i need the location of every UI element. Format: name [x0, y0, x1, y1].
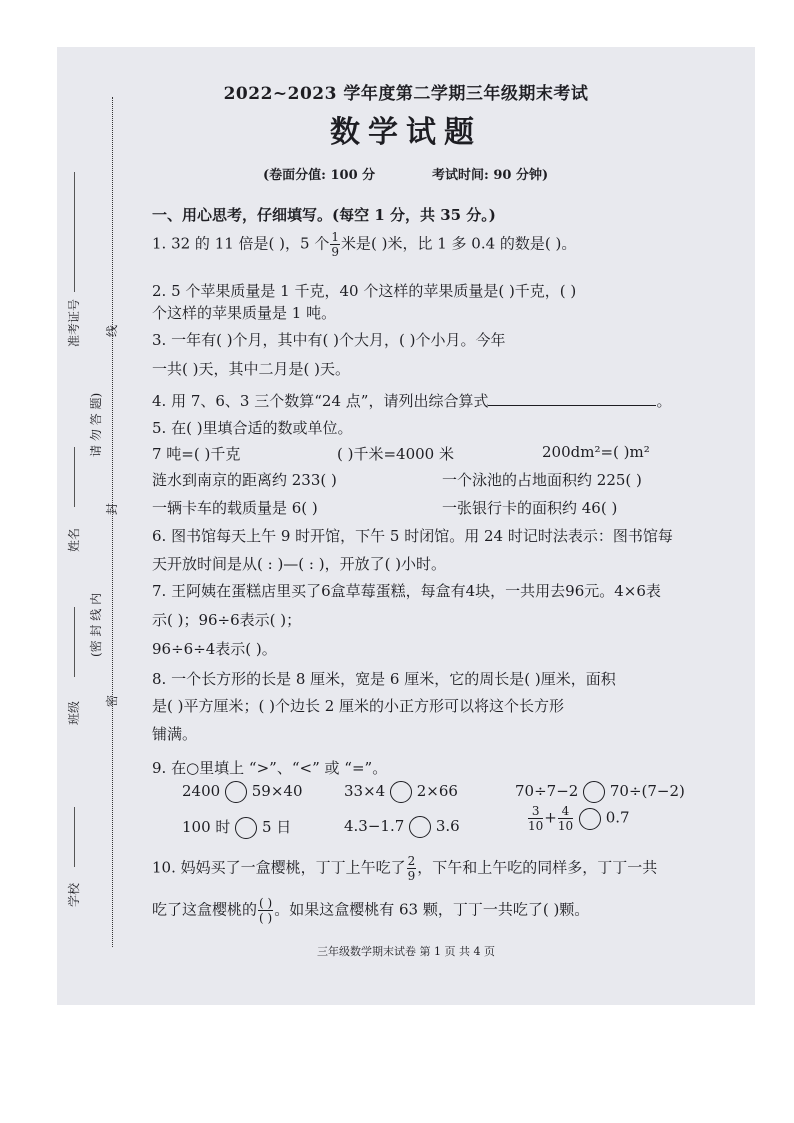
question-9: 9. 在○里填上 “>”、“<” 或 “=”。 — [152, 759, 388, 777]
question-4: 4. 用 7、6、3 三个数算“24 点”，请列出综合算式 。 — [152, 392, 672, 410]
question-5: 5. 在( )里填合适的数或单位。 — [152, 419, 353, 437]
question-5-row-2-a: 涟水到南京的距离约 233( ) — [152, 471, 337, 489]
question-5-row-3-a: 一辆卡车的载质量是 6( ) — [152, 499, 318, 517]
compare-circle[interactable] — [409, 816, 431, 838]
question-8-line-3: 铺满。 — [152, 725, 198, 743]
page-footer: 三年级数学期末试卷 第 1 页 共 4 页 — [317, 945, 495, 958]
binding-margin — [57, 47, 127, 1005]
seal-notice: (密 封 线 内 — [89, 592, 103, 657]
question-10-line-2: 吃了这盒樱桃的 $\frac{( )}{( )}$ 。如果这盒樱桃有 63 颗，丁丁一共吃了( )颗。 — [152, 896, 590, 925]
question-3-line-2: 一共( )天，其中二月是( )天。 — [152, 360, 350, 378]
question-5-row-1: 7 吨=( )千克 — [152, 445, 241, 463]
question-6-line-1: 6. 图书馆每天上午 9 时开馆，下午 5 时闭馆。用 24 时记时法表示：图书馆每 — [152, 527, 673, 545]
question-2-line-1: 2. 5 个苹果质量是 1 千克，40 个这样的苹果质量是( )千克，( ) — [152, 282, 577, 300]
compare-circle[interactable] — [579, 808, 601, 830]
answer-blank — [488, 391, 656, 406]
section-heading: 一、用心思考，仔细填写。(每空 1 分，共 35 分。) — [152, 206, 496, 224]
school-label: 学校 — [67, 882, 81, 907]
class-label: 班级 — [67, 700, 81, 725]
compare-item: 70÷7−2 70÷(7−2) — [515, 781, 685, 803]
exam-sheet — [57, 47, 755, 1005]
seal-dotted-line — [112, 97, 113, 947]
compare-circle[interactable] — [390, 781, 412, 803]
question-5-row-1-b: ( )千米=4000 米 — [337, 445, 454, 463]
question-8-line-2: 是( )平方厘米；( )个边长 2 厘米的小正方形可以将这个长方形 — [152, 697, 565, 715]
school-field-line — [74, 807, 75, 867]
name-label: 姓名 — [67, 527, 81, 552]
question-8-line-1: 8. 一个长方形的长是 8 厘米，宽是 6 厘米，它的周长是( )厘米，面积 — [152, 670, 616, 688]
page-title: 数学试题 — [330, 115, 482, 150]
question-7-line-2: 示( )；96÷6表示( )； — [152, 611, 302, 629]
compare-item: 2400 59×40 — [182, 781, 303, 803]
name-field-line — [74, 447, 75, 507]
question-5-row-1-c: 200dm²=( )m² — [542, 443, 650, 461]
no-answer-notice: 请 勿 答 题) — [89, 392, 103, 457]
question-10-line-1: 10. 妈妈买了一盒樱桃，丁丁上午吃了 $\frac{2}{9}$ ，下午和上午吃的同样多，丁丁一共 — [152, 854, 658, 883]
question-7-line-1: 7. 王阿姨在蛋糕店里买了6盒草莓蛋糕，每盒有4块，一共用去96元。4×6表 — [152, 582, 661, 600]
question-6-line-2: 天开放时间是从( : )—( : )，开放了( )小时。 — [152, 555, 447, 573]
compare-circle[interactable] — [583, 781, 605, 803]
seal-mark-xian: 线 — [105, 324, 119, 337]
question-7-line-3: 96÷6÷4表示( )。 — [152, 640, 277, 658]
time-info: 考试时间: 90 分钟) — [432, 168, 549, 183]
exam-number-field-line — [74, 172, 75, 292]
question-5-row-2-b: 一个泳池的占地面积约 225( ) — [442, 471, 642, 489]
question-5-row-3-b: 一张银行卡的面积约 46( ) — [442, 499, 618, 517]
question-3-line-1: 3. 一年有( )个月，其中有( )个大月，( )个小月。今年 — [152, 331, 506, 349]
seal-mark-mi: 密 — [105, 694, 119, 707]
class-field-line — [74, 607, 75, 677]
compare-item: $\frac{3}{10}$ + $\frac{4}{10}$ 0.7 — [528, 804, 630, 833]
compare-circle[interactable] — [225, 781, 247, 803]
exam-term-title: 2022~2023 学年度第二学期三年级期末考试 — [223, 84, 589, 104]
compare-circle[interactable] — [235, 817, 257, 839]
fraction: $\frac{1}{9}$ — [331, 230, 339, 259]
question-2-line-2: 个这样的苹果质量是 1 吨。 — [152, 304, 337, 322]
score-info: (卷面分值: 100 分 — [263, 168, 376, 183]
question-1: 1. 32 的 11 倍是( )，5 个 $\frac{1}{9}$ 米是( )米，比 1 多 0.4 的数是( )。 — [152, 230, 577, 259]
compare-item: 4.3−1.7 3.6 — [344, 816, 460, 838]
exam-number-label: 准考证号 — [67, 298, 81, 347]
seal-mark-feng: 封 — [105, 502, 119, 515]
compare-item: 100 时 5 日 — [182, 816, 291, 839]
compare-item: 33×4 2×66 — [344, 781, 458, 803]
